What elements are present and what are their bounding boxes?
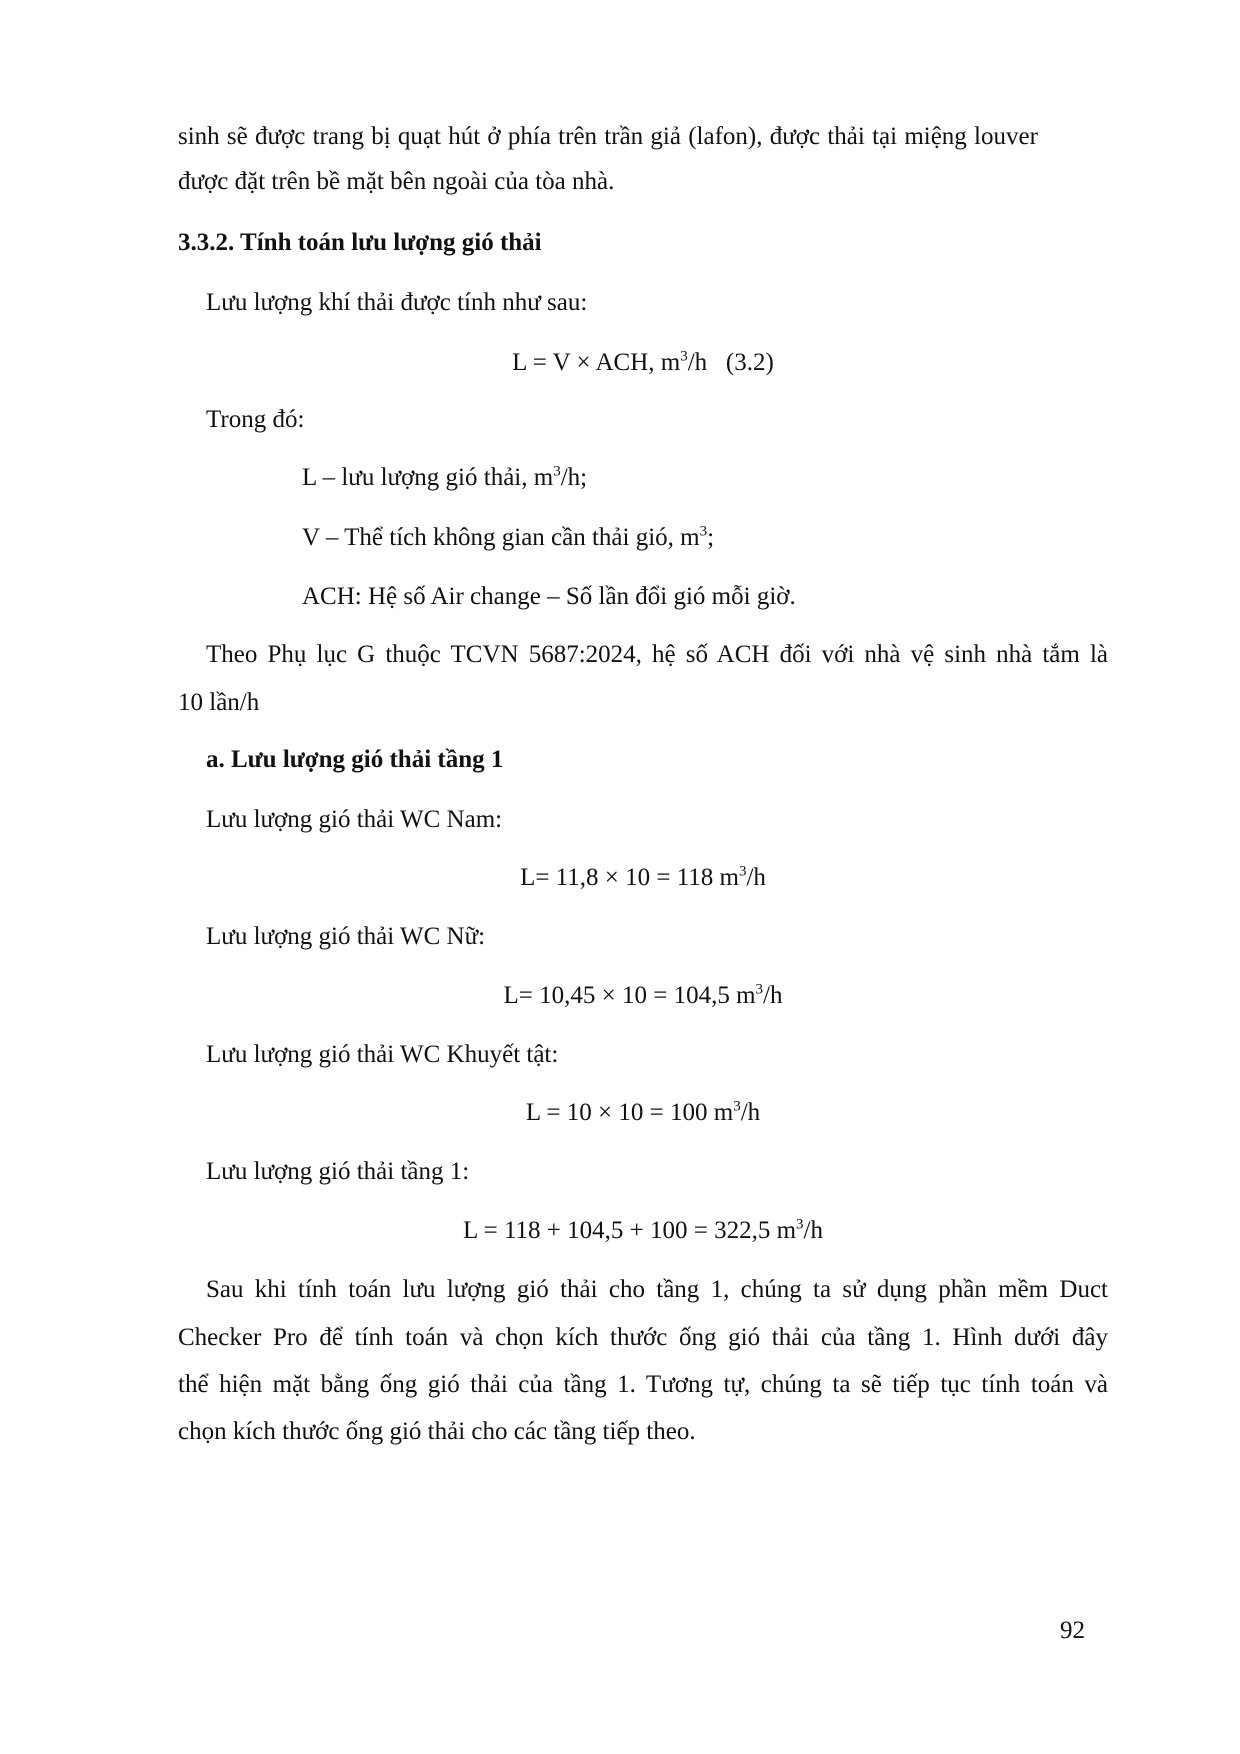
standard-line-2: 10 lần/h: [178, 689, 260, 716]
calc-male-exponent: 3: [738, 863, 747, 880]
intro-line-2: được đặt trên bề mặt bên ngoài của tòa nhà.: [178, 168, 615, 195]
definition-l-exponent: 3: [553, 463, 561, 480]
definition-ach: ACH: Hệ số Air change – Số lần đổi gió mỗi giờ.: [302, 583, 796, 610]
calc-female-equation: [178, 981, 1108, 1011]
subsection-heading: a. Lưu lượng gió thải tầng 1: [206, 746, 504, 773]
calc-floor-equation: [178, 1216, 1108, 1246]
conclusion-line-3: thể hiện mặt bằng ống gió thải của tầng 1. Tương tự, chúng ta sẽ tiếp tục tính toán và: [178, 1371, 1108, 1398]
formula-line: [178, 348, 1108, 378]
standard-line-1: Theo Phụ lục G thuộc TCVN 5687:2024, hệ số ACH đối với nhà vệ sinh nhà tắm là: [206, 641, 1108, 668]
calc-male-label: Lưu lượng gió thải WC Nam:: [206, 806, 503, 833]
calc-male-eq-text: L= 11,8 × 10 = 118 m: [520, 864, 739, 891]
calc-disabled-unit: /h: [740, 1099, 761, 1126]
definition-v-exponent: 3: [699, 523, 708, 540]
conclusion-line-4: chọn kích thước ống gió thải cho các tầng tiếp theo.: [178, 1418, 696, 1445]
calc-female-label: Lưu lượng gió thải WC Nữ:: [206, 923, 486, 950]
calc-floor-label: Lưu lượng gió thải tầng 1:: [206, 1158, 470, 1185]
calc-female-unit: /h: [763, 982, 783, 1009]
calc-floor-exponent: 3: [796, 1216, 804, 1233]
definition-l-text: L – lưu lượng gió thải, m: [302, 464, 554, 491]
calc-disabled-label: Lưu lượng gió thải WC Khuyết tật:: [206, 1041, 559, 1068]
calc-female-exponent: 3: [755, 981, 764, 998]
definition-l: [302, 463, 587, 493]
calc-disabled-equation: [178, 1098, 1108, 1128]
calc-floor-unit: /h: [803, 1217, 823, 1244]
formula-exponent: 3: [680, 348, 688, 365]
section-heading: 3.3.2. Tính toán lưu lượng gió thải: [178, 229, 542, 256]
conclusion-line-2: Checker Pro để tính toán và chọn kích thước ống gió thải của tầng 1. Hình dưới đây: [178, 1324, 1108, 1351]
formula-number: (3.2): [725, 349, 774, 376]
calc-disabled-eq-text: L = 10 × 10 = 100 m: [525, 1099, 734, 1126]
formula-unit: /h: [687, 349, 708, 376]
conclusion-line-1: Sau khi tính toán lưu lượng gió thải cho tầng 1, chúng ta sử dụng phần mềm Duct: [206, 1276, 1108, 1303]
calc-female-eq-text: L= 10,45 × 10 = 104,5 m: [503, 982, 756, 1009]
calc-male-unit: /h: [746, 864, 766, 891]
definition-v-unit: ;: [707, 524, 715, 551]
calc-disabled-exponent: 3: [733, 1098, 741, 1115]
calc-male-equation: [178, 863, 1108, 893]
formula-intro: Lưu lượng khí thải được tính như sau:: [206, 289, 588, 316]
where-label: Trong đó:: [206, 406, 305, 433]
definition-l-unit: /h;: [560, 464, 588, 491]
definition-v-text: V – Thể tích không gian cần thải gió, m: [302, 524, 700, 551]
page-number: 92: [1060, 1617, 1085, 1644]
calc-floor-eq-text: L = 118 + 104,5 + 100 = 322,5 m: [463, 1217, 797, 1244]
definition-v: [302, 523, 714, 553]
formula-main: L = V × ACH, m: [512, 349, 681, 376]
intro-line-1: sinh sẽ được trang bị quạt hút ở phía trên trần giả (lafon), được thải tại miệng louver: [178, 123, 1038, 150]
